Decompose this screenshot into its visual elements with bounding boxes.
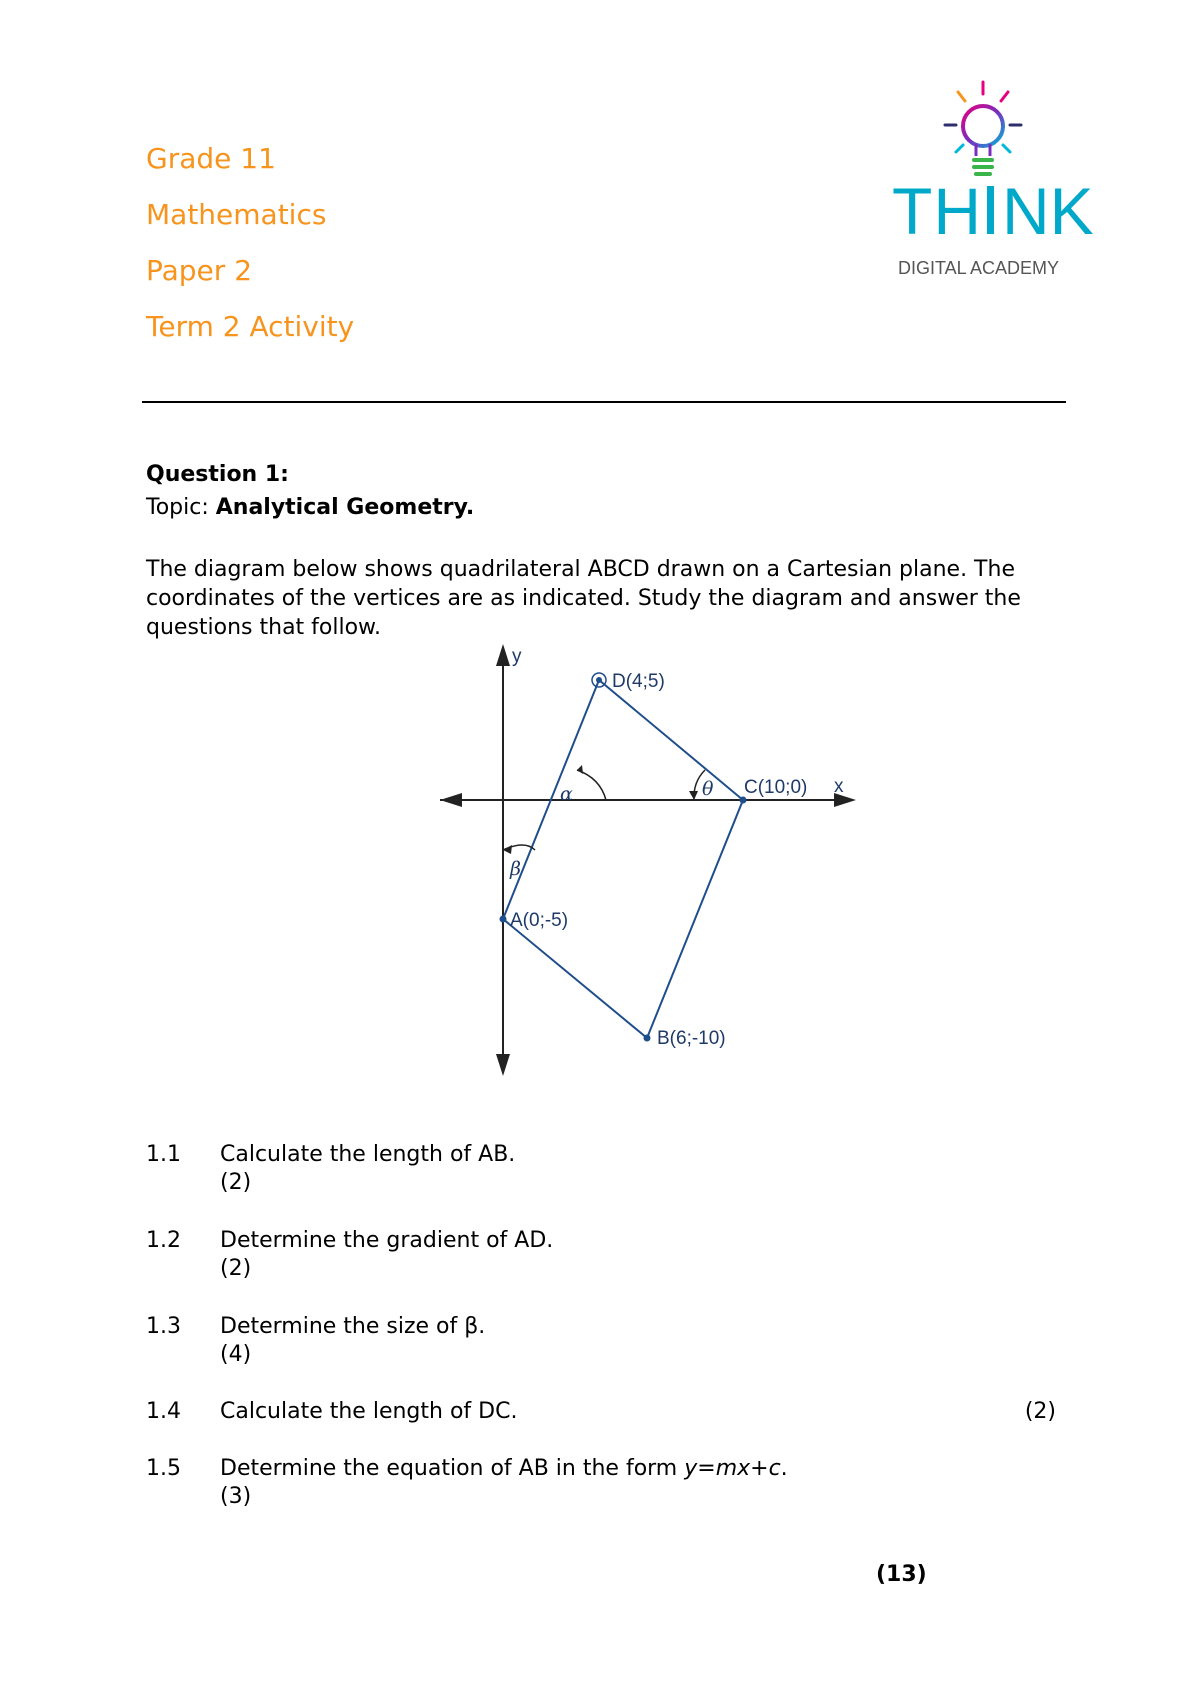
point-b-label: B(6;-10) bbox=[657, 1028, 726, 1049]
grade-title: Grade 11 bbox=[146, 142, 276, 175]
y-axis bbox=[496, 644, 510, 1076]
point-c-label: C(10;0) bbox=[744, 777, 808, 798]
subject-title: Mathematics bbox=[146, 198, 327, 231]
item-number: 1.3 bbox=[146, 1314, 181, 1339]
item-text: Calculate the length of AB. bbox=[220, 1142, 516, 1167]
item-marks: (4) bbox=[220, 1342, 252, 1367]
item-number: 1.2 bbox=[146, 1228, 181, 1253]
logo-subtitle: DIGITAL ACADEMY bbox=[898, 258, 1060, 278]
point-b bbox=[644, 1035, 651, 1042]
activity-title: Term 2 Activity bbox=[146, 310, 355, 343]
beta-label: β bbox=[510, 858, 521, 880]
item-marks: (2) bbox=[220, 1256, 252, 1281]
total-marks: (13) bbox=[876, 1562, 927, 1587]
item-marks: (2) bbox=[1024, 1399, 1056, 1424]
item-text: Determine the size of β. bbox=[220, 1314, 486, 1339]
logo-i-stroke bbox=[987, 186, 994, 234]
think-digital-academy-logo bbox=[880, 78, 1120, 298]
quadrilateral-abcd bbox=[503, 680, 743, 1038]
item-number: 1.5 bbox=[146, 1456, 181, 1481]
item-marks: (3) bbox=[220, 1484, 252, 1509]
logo-word: TH bbox=[892, 174, 982, 248]
topic-label: Topic: bbox=[146, 495, 216, 520]
y-axis-label: y bbox=[512, 646, 522, 667]
point-d bbox=[596, 677, 602, 683]
item-number: 1.4 bbox=[146, 1399, 181, 1424]
item-text: Determine the gradient of AD. bbox=[220, 1228, 554, 1253]
x-axis-label: x bbox=[834, 776, 844, 797]
topic-line bbox=[146, 495, 474, 520]
item-marks: (2) bbox=[220, 1170, 252, 1195]
question-intro: The diagram below shows quadrilateral ABCD drawn on a Cartesian plane. The coordinates of the vertices are as indicated. Study the diagram and answer the questions that follow. bbox=[146, 557, 1021, 640]
question-heading: Question 1: bbox=[146, 462, 289, 487]
item-text: Calculate the length of DC. bbox=[220, 1399, 518, 1424]
item-number: 1.1 bbox=[146, 1142, 181, 1167]
topic-value: Analytical Geometry. bbox=[215, 495, 475, 520]
logo-word-end: NK bbox=[1002, 174, 1094, 248]
item-equation: y=mx+c bbox=[684, 1456, 781, 1481]
item-text-suffix: . bbox=[780, 1456, 788, 1481]
lightbulb-icon bbox=[945, 82, 1021, 174]
point-a-label: A(0;-5) bbox=[510, 910, 569, 931]
point-a bbox=[500, 916, 507, 923]
theta-label: θ bbox=[702, 778, 714, 800]
header-divider bbox=[142, 401, 1066, 403]
point-d-label: D(4;5) bbox=[612, 671, 665, 692]
alpha-label: α bbox=[560, 783, 573, 805]
item-text-prefix: Determine the equation of AB in the form bbox=[220, 1456, 685, 1481]
paper-title: Paper 2 bbox=[146, 254, 253, 287]
quadrilateral-diagram bbox=[430, 640, 870, 1080]
alpha-arc bbox=[577, 770, 606, 800]
item-text bbox=[220, 1456, 788, 1481]
